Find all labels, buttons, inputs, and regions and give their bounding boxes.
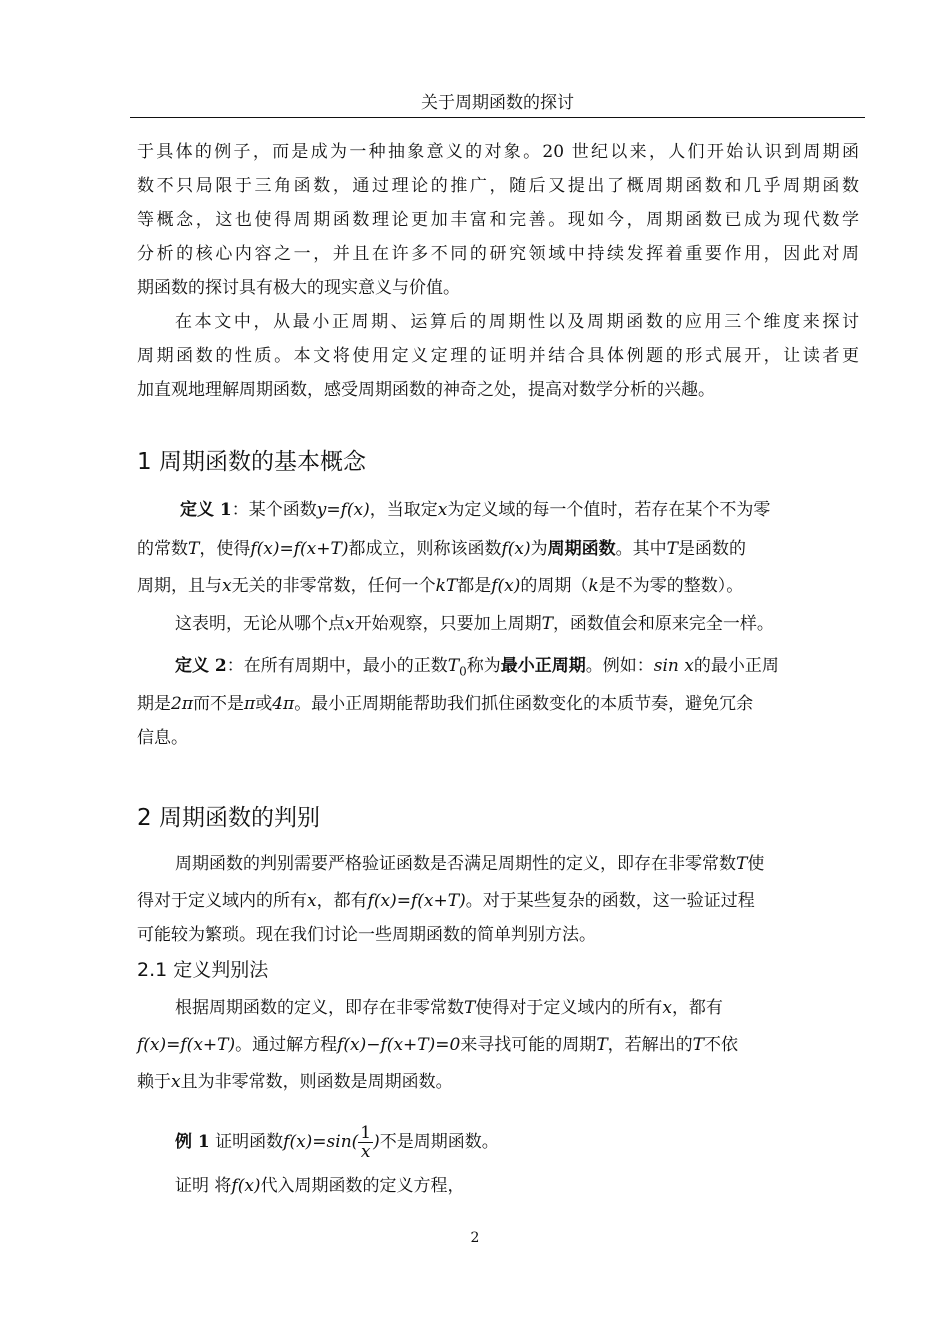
math-periodic-equation: f(x)=f(x+T)	[250, 539, 349, 559]
definition-2-label: 定义 2	[175, 656, 227, 676]
header-rule	[130, 117, 865, 118]
term-minimal-positive-period: 最小正周期	[500, 656, 586, 676]
intro-line-4: 分析的核心内容之一，并且在许多不同的研究领域中持续发挥着重要作用，因此对周	[137, 244, 859, 264]
section-1-heading: 1 周期函数的基本概念	[137, 449, 366, 475]
example-1: 例 1 证明函数f(x)=sin( $\frac{1}{x}$ )不是周期函数。	[175, 1123, 499, 1162]
subsection-2-1-line-3: 赖于x且为非零常数，则函数是周期函数。	[137, 1072, 453, 1092]
intro-p2-line-2: 周期函数的性质。本文将使用定义定理的证明并结合具体例题的形式展开，让读者更	[137, 346, 859, 366]
section-2-p1-line-1: 周期函数的判别需要严格验证函数是否满足周期性的定义，即存在非零常数T使	[175, 854, 765, 874]
definition-1-line-2: 的常数T，使得f(x)=f(x+T)都成立，则称该函数f(x)为周期函数。其中T是函数的	[137, 539, 746, 559]
proof-line: 证明 将f(x)代入周期函数的定义方程，	[175, 1176, 465, 1196]
section-2-heading: 2 周期函数的判别	[137, 805, 320, 831]
intro-line-5: 期函数的探讨具有极大的现实意义与价值。	[137, 278, 460, 298]
intro-line-1: 于具体的例子，而是成为一种抽象意义的对象。20 世纪以来，人们开始认识到周期函	[137, 142, 859, 162]
running-header: 关于周期函数的探讨	[421, 93, 574, 113]
section-2-p1-line-2: 得对于定义域内的所有x，都有f(x)=f(x+T)。对于某些复杂的函数，这一验证过程	[137, 891, 755, 911]
definition-2-line-1: 定义 2：在所有周期中，最小的正数$T_0$称为最小正周期。例如：sin x的最小正周	[175, 656, 779, 679]
intro-p2-line-3: 加直观地理解周期函数，感受周期函数的神奇之处，提高对数学分析的兴趣。	[137, 380, 715, 400]
definition-1-line-1: 定义 1：某个函数y=f(x)，当取定x为定义域的每一个值时，若存在某个不为零	[180, 500, 771, 520]
math-y-eq-fx: y=f(x)	[316, 500, 370, 520]
intro-line-2: 数不只局限于三角函数，通过理论的推广，随后又提出了概周期函数和几乎周期函数	[137, 176, 859, 196]
definition-1-line-3: 周期，且与x无关的非零常数，任何一个kT都是f(x)的周期（k是不为零的整数）。	[137, 576, 744, 596]
definition-2-line-3: 信息。	[137, 728, 188, 748]
example-1-label: 例 1	[175, 1132, 210, 1152]
math-f-sin-reciprocal: f(x)=sin( $\frac{1}{x}$ )	[283, 1123, 380, 1162]
definition-2-line-2: 期是2π而不是π或4π。最小正周期能帮助我们抓住函数变化的本质节奏，避免冗余	[137, 694, 754, 714]
page-number: 2	[470, 1230, 480, 1246]
intro-p2-line-1: 在本文中，从最小正周期、运算后的周期性以及周期函数的应用三个维度来探讨	[175, 312, 859, 332]
subsection-2-1-line-1: 根据周期函数的定义，即存在非零常数T使得对于定义域内的所有x，都有	[175, 998, 723, 1018]
definition-1-label: 定义 1	[180, 500, 232, 520]
subsection-2-1-line-2: f(x)=f(x+T)。通过解方程f(x)−f(x+T)=0来寻找可能的周期T，若解出的T不依	[137, 1035, 738, 1055]
section-2-p1-line-3: 可能较为繁琐。现在我们讨论一些周期函数的简单判别方法。	[137, 925, 596, 945]
subsection-2-1-heading: 2.1 定义判别法	[137, 959, 269, 981]
definition-1-note: 这表明，无论从哪个点x开始观察，只要加上周期T，函数值会和原来完全一样。	[175, 614, 774, 634]
term-periodic-function: 周期函数	[547, 539, 616, 559]
intro-line-3: 等概念，这也使得周期函数理论更加丰富和完善。现如今，周期函数已成为现代数学	[137, 210, 859, 230]
math-difference-equation: f(x)−f(x+T)=0	[337, 1035, 461, 1055]
